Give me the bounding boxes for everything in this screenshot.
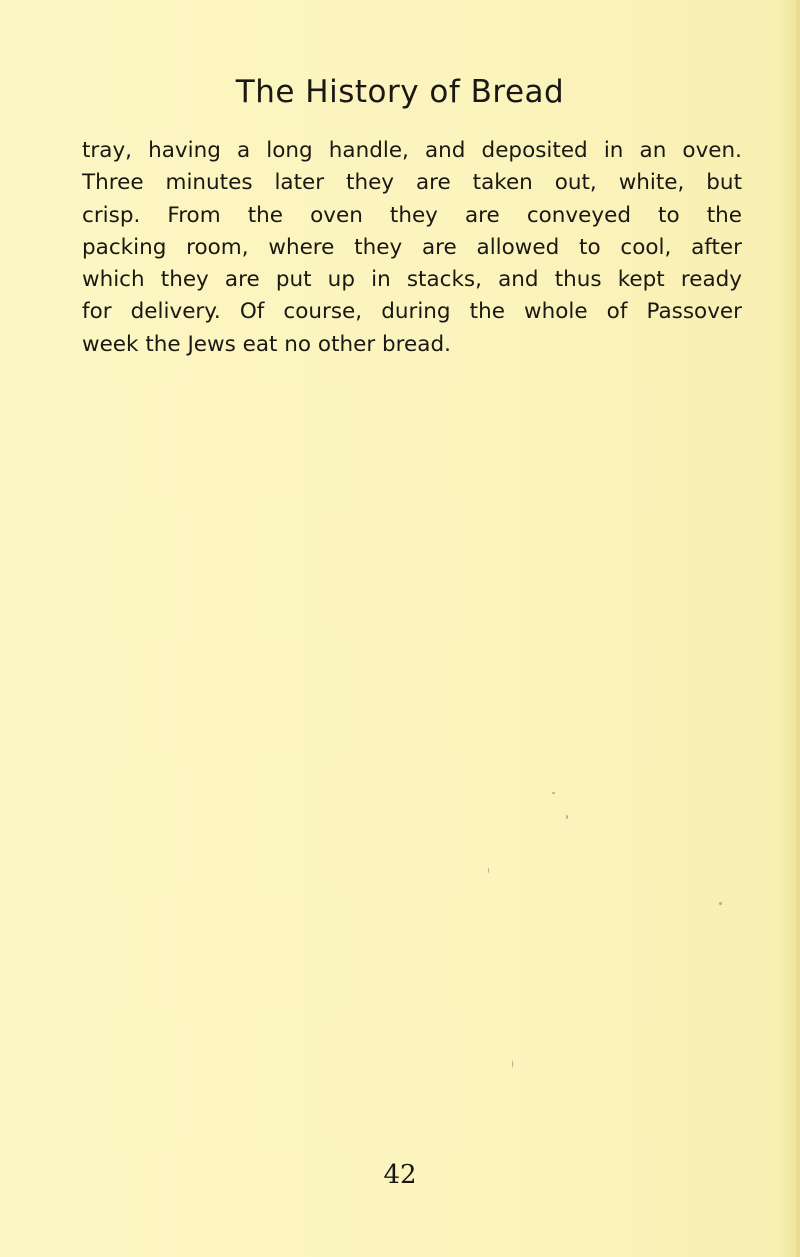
text-line: Three minutes later they are taken out, white, but [82, 170, 742, 196]
text-line: for delivery. Of course, during the whole of Passover [82, 299, 742, 325]
paper-speck [512, 1060, 513, 1068]
text-line: tray, having a long handle, and deposited in an oven. [82, 138, 742, 163]
page-edge [796, 0, 800, 1257]
running-head: The History of Bread [235, 74, 565, 110]
text-line: packing room, where they are allowed to cool, after [82, 234, 742, 260]
paper-speck [552, 792, 555, 794]
paper-speck [719, 902, 722, 905]
page-number: 42 [383, 1160, 417, 1190]
body-paragraph [82, 135, 742, 361]
text-line: week the Jews eat no other bread. [82, 331, 451, 357]
paper-speck [488, 868, 489, 873]
text-line: which they are put up in stacks, and thus kept ready [82, 267, 742, 293]
text-line: crisp. From the oven they are conveyed to the [82, 202, 742, 228]
paper-speck [566, 815, 568, 819]
